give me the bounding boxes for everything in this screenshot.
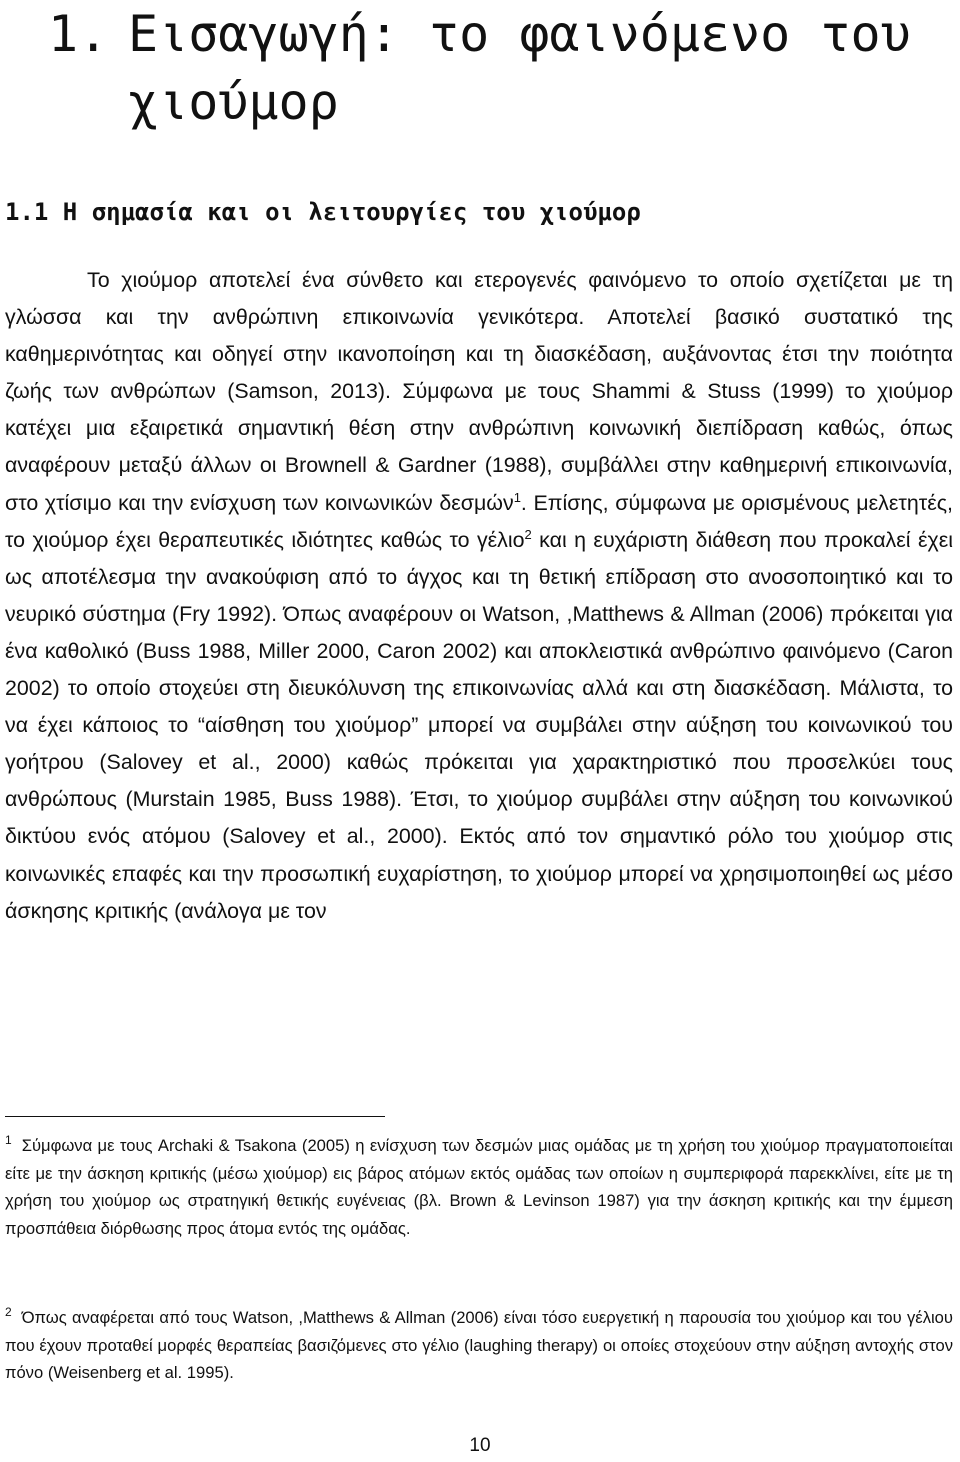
page-number: 10	[469, 1435, 491, 1456]
chapter-title-line-2: χιούμορ	[128, 73, 339, 131]
footnote-1-number: 1	[5, 1133, 12, 1148]
footnote-1-text: Σύμφωνα με τους Archaki & Tsakona (2005) η ενίσχυση των δεσμών μιας ομάδας με τη χρήση του χιούμορ πραγματοποιείται είτε με την άσκηση κριτικής (μέσω χιούμορ) εις βάρος ατόμων εκτός ομάδας των οποίων η συμπεριφορά παρεκκλίνει, είτε με τη χρήση του χιούμορ ως στρατηγική θετικής ευγένειας (βλ. Brown & Levinson 1987) για την άσκηση κριτικής και την έμμεση προσπάθεια διόρθωσης προς άτομα εντός της ομάδας.	[5, 1136, 953, 1238]
section-title: 1.1 Η σημασία και οι λειτουργίες του χιούμορ	[5, 198, 641, 226]
chapter-title	[48, 0, 948, 136]
paragraph-part-2: . Επίσης, σύμφωνα με ορισμένους μελετητές, το χιούμορ έχει θεραπευτικές ιδιότητες καθώς το γέλιο	[5, 490, 953, 552]
footnote-1	[5, 1132, 953, 1242]
footnote-2	[5, 1304, 953, 1387]
paragraph-part-3: και η ευχάριστη διάθεση που προκαλεί έχει ως αποτέλεσμα την ανακούφιση από το άγχος και τη θετική επίδραση στο ανοσοποιητικό και το νευρικό σύστημα (Fry 1992). Όπως αναφέρουν οι Watson, ,Matthews & Allman (2006) πρόκειται για ένα καθολικό (Buss 1988, Miller 2000, Caron 2002) και αποκλειστικά ανθρώπινο φαινόμενο (Caron 2002) το οποίο στοχεύει στη διευκόλυνση της επικοινωνίας αλλά και στη διασκέδαση. Μάλιστα, το να έχει κάποιος το “αίσθηση του χιούμορ” μπορεί να συμβάλει στην αύξηση του κοινωνικού του γοήτρου (Salovey et al., 2000) καθώς πρόκειται για χαρακτηριστικό που προσελκύει τους ανθρώπους (Murstain 1985, Buss 1988). Έτσι, το χιούμορ συμβάλει στην αύξηση του κοινωνικού δικτύου ενός ατόμου (Salovey et al., 2000). Εκτός από τον σημαντικό ρόλο του χιούμορ στις κοινωνικές επαφές και την προσωπική ευχαρίστηση, το χιούμορ μπορεί να χρησιμοποιηθεί ως μέσο άσκησης κριτικής (ανάλογα με τον	[5, 527, 953, 923]
body-paragraph	[5, 262, 953, 930]
footnote-separator	[5, 1116, 385, 1117]
chapter-title-line-1: Εισαγωγή: το φαινόμενο του	[128, 5, 911, 63]
chapter-number: 1.	[48, 5, 109, 63]
footnote-2-text: Όπως αναφέρεται από τους Watson, ,Matthews & Allman (2006) είναι τόσο ευεργετική η παρουσία του χιούμορ και του γέλιου που έχουν προταθεί μορφές θεραπείας βασιζόμενες στο γέλιο (laughing therapy) οι οποίες στοχεύουν στην αύξηση αντοχής στον πόνο (Weisenberg et al. 1995).	[5, 1308, 953, 1383]
footnote-ref-1[interactable]: 1	[513, 489, 521, 505]
footnote-ref-2[interactable]: 2	[524, 526, 532, 542]
footnote-2-number: 2	[5, 1305, 12, 1320]
paragraph-part-1: Το χιούμορ αποτελεί ένα σύνθετο και ετερογενές φαινόμενο το οποίο σχετίζεται με τη γλώσσα και την ανθρώπινη επικοινωνία γενικότερα. Αποτελεί βασικό συστατικό της καθημερινότητας και οδηγεί στην ικανοποίηση και τη διασκέδαση, αυξάνοντας έτσι την ποιότητα ζωής των ανθρώπων (Samson, 2013). Σύμφωνα με τους Shammi & Stuss (1999) το χιούμορ κατέχει μια εξαιρετικά σημαντική θέση στην ανθρώπινη κοινωνική διεπίδραση καθώς, όπως αναφέρουν μεταξύ άλλων οι Brownell & Gardner (1988), συμβάλλει στην καθημερινή επικοινωνία, στο χτίσιμο και την ενίσχυση των κοινωνικών δεσμών	[5, 268, 953, 515]
